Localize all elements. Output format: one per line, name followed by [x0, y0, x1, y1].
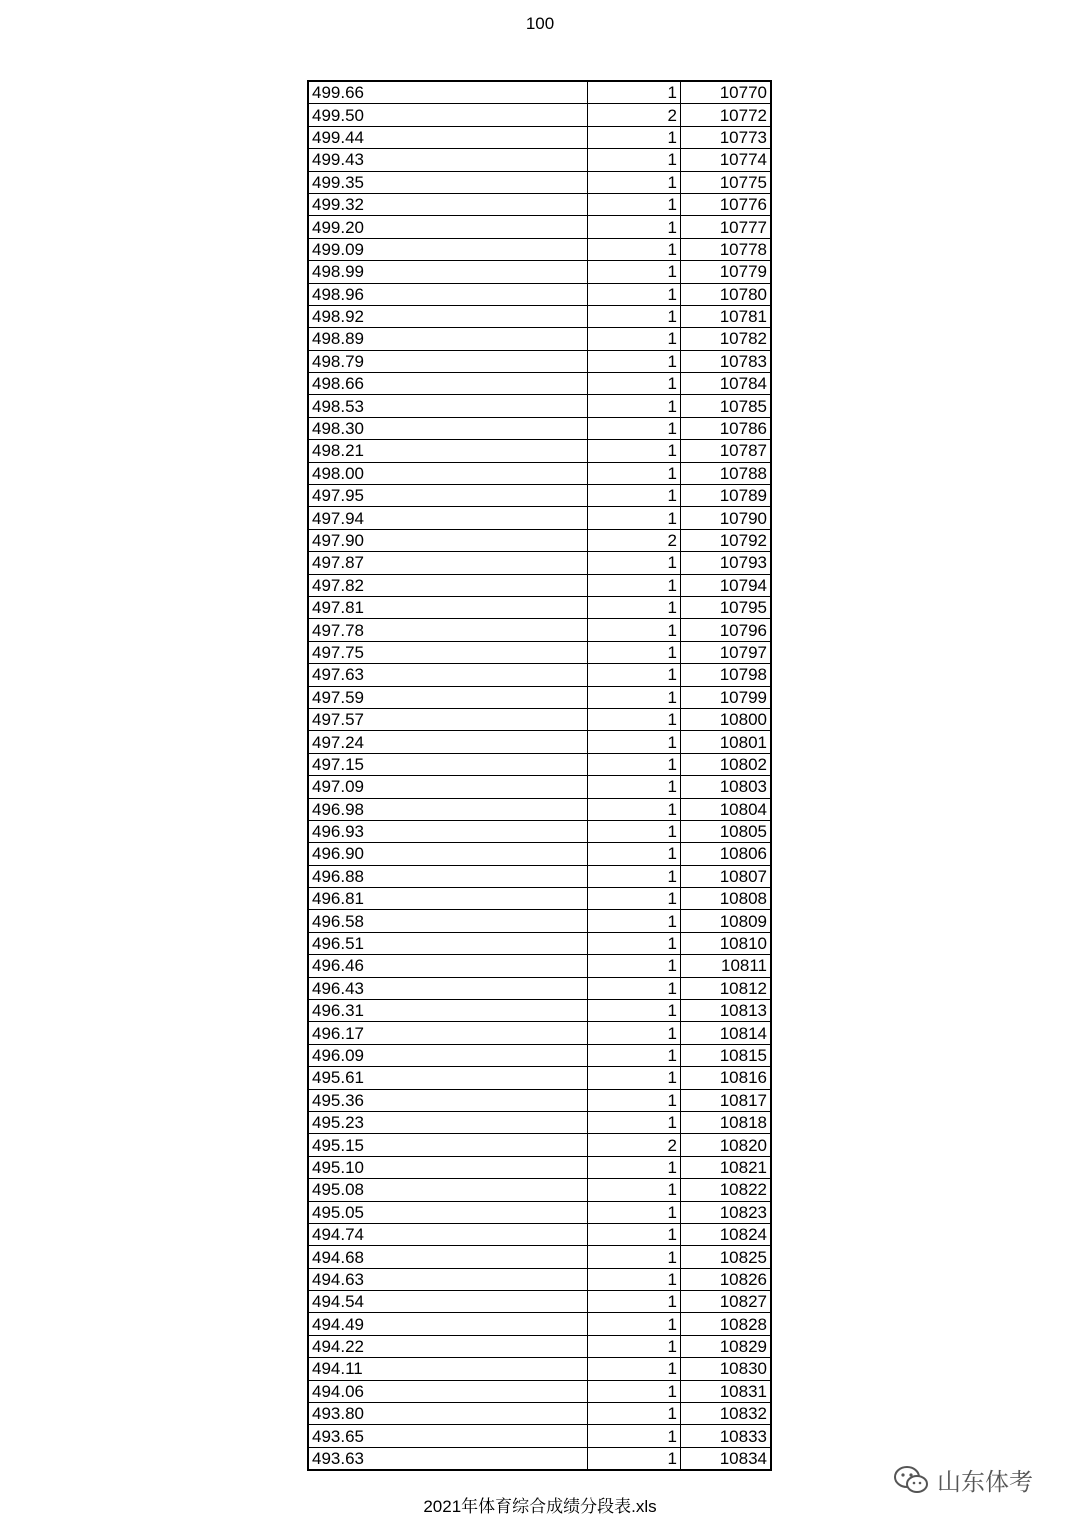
table-row	[308, 529, 771, 551]
cumulative-cell: 10822	[681, 1179, 772, 1201]
table-row	[308, 1380, 771, 1402]
cumulative-cell: 10830	[681, 1358, 772, 1380]
page-number: 100	[525, 14, 555, 33]
cumulative-cell: 10790	[681, 507, 772, 529]
score-cell: 497.90	[308, 529, 588, 551]
score-cell: 495.15	[308, 1134, 588, 1156]
table-row	[308, 574, 771, 596]
count-cell: 1	[588, 843, 681, 865]
score-cell: 499.09	[308, 238, 588, 260]
cumulative-cell: 10772	[681, 104, 772, 126]
score-cell: 496.90	[308, 843, 588, 865]
score-cell: 496.58	[308, 910, 588, 932]
score-cell: 498.21	[308, 440, 588, 462]
score-cell: 496.88	[308, 865, 588, 887]
score-cell: 499.35	[308, 171, 588, 193]
count-cell: 1	[588, 485, 681, 507]
count-cell: 1	[588, 1358, 681, 1380]
table-row	[308, 328, 771, 350]
document-filename: 2021年体育综合成绩分段表.xls	[423, 1497, 657, 1516]
cumulative-cell: 10825	[681, 1246, 772, 1268]
score-cell: 497.59	[308, 686, 588, 708]
count-cell: 1	[588, 552, 681, 574]
cumulative-cell: 10831	[681, 1380, 772, 1402]
cumulative-cell: 10785	[681, 395, 772, 417]
count-cell: 1	[588, 328, 681, 350]
table-row	[308, 1425, 771, 1447]
score-cell: 496.31	[308, 1000, 588, 1022]
count-cell: 1	[588, 373, 681, 395]
cumulative-cell: 10807	[681, 865, 772, 887]
watermark-text: 山东体考	[937, 1469, 1033, 1496]
cumulative-cell: 10780	[681, 283, 772, 305]
cumulative-cell: 10812	[681, 977, 772, 999]
cumulative-cell: 10794	[681, 574, 772, 596]
cumulative-cell: 10797	[681, 641, 772, 663]
count-cell: 1	[588, 932, 681, 954]
count-cell: 1	[588, 1000, 681, 1022]
count-cell: 1	[588, 1246, 681, 1268]
cumulative-cell: 10826	[681, 1268, 772, 1290]
table-row	[308, 641, 771, 663]
score-cell: 497.82	[308, 574, 588, 596]
count-cell: 1	[588, 1223, 681, 1245]
cumulative-cell: 10828	[681, 1313, 772, 1335]
table-row	[308, 81, 771, 104]
cumulative-cell: 10777	[681, 216, 772, 238]
table-row	[308, 1022, 771, 1044]
count-cell: 1	[588, 910, 681, 932]
score-cell: 495.10	[308, 1156, 588, 1178]
table-row	[308, 686, 771, 708]
cumulative-cell: 10775	[681, 171, 772, 193]
cumulative-cell: 10779	[681, 261, 772, 283]
count-cell: 1	[588, 1313, 681, 1335]
table-row	[308, 552, 771, 574]
score-cell: 499.20	[308, 216, 588, 238]
count-cell: 2	[588, 104, 681, 126]
table-row	[308, 664, 771, 686]
score-cell: 498.00	[308, 462, 588, 484]
count-cell: 1	[588, 753, 681, 775]
score-cell: 498.79	[308, 350, 588, 372]
score-cell: 493.80	[308, 1403, 588, 1425]
count-cell: 1	[588, 193, 681, 215]
score-cell: 494.63	[308, 1268, 588, 1290]
cumulative-cell: 10813	[681, 1000, 772, 1022]
cumulative-cell: 10776	[681, 193, 772, 215]
cumulative-cell: 10792	[681, 529, 772, 551]
table-row	[308, 1201, 771, 1223]
cumulative-cell: 10804	[681, 798, 772, 820]
count-cell: 1	[588, 126, 681, 148]
cumulative-cell: 10806	[681, 843, 772, 865]
score-cell: 496.43	[308, 977, 588, 999]
table-row	[308, 1246, 771, 1268]
count-cell: 1	[588, 955, 681, 977]
cumulative-cell: 10795	[681, 596, 772, 618]
table-row	[308, 373, 771, 395]
count-cell: 1	[588, 350, 681, 372]
score-cell: 498.30	[308, 417, 588, 439]
table-row	[308, 1089, 771, 1111]
table-row	[308, 865, 771, 887]
score-cell: 495.05	[308, 1201, 588, 1223]
cumulative-cell: 10833	[681, 1425, 772, 1447]
cumulative-cell: 10827	[681, 1291, 772, 1313]
table-row	[308, 395, 771, 417]
table-row	[308, 238, 771, 260]
score-cell: 498.99	[308, 261, 588, 283]
score-cell: 497.81	[308, 596, 588, 618]
count-cell: 1	[588, 1179, 681, 1201]
table-row	[308, 910, 771, 932]
cumulative-cell: 10820	[681, 1134, 772, 1156]
score-cell: 498.96	[308, 283, 588, 305]
cumulative-cell: 10801	[681, 731, 772, 753]
table-row	[308, 1179, 771, 1201]
table-row	[308, 104, 771, 126]
score-cell: 499.32	[308, 193, 588, 215]
score-cell: 496.51	[308, 932, 588, 954]
score-cell: 494.49	[308, 1313, 588, 1335]
score-cell: 493.63	[308, 1447, 588, 1470]
cumulative-cell: 10816	[681, 1067, 772, 1089]
score-cell: 493.65	[308, 1425, 588, 1447]
score-cell: 495.08	[308, 1179, 588, 1201]
count-cell: 1	[588, 977, 681, 999]
table-row	[308, 1044, 771, 1066]
count-cell: 1	[588, 1447, 681, 1470]
score-cell: 495.23	[308, 1111, 588, 1133]
count-cell: 1	[588, 1111, 681, 1133]
table-row	[308, 888, 771, 910]
count-cell: 1	[588, 417, 681, 439]
cumulative-cell: 10786	[681, 417, 772, 439]
table-row	[308, 149, 771, 171]
table-row	[308, 596, 771, 618]
count-cell: 1	[588, 1380, 681, 1402]
count-cell: 1	[588, 1268, 681, 1290]
score-cell: 494.22	[308, 1335, 588, 1357]
table-row	[308, 753, 771, 775]
count-cell: 1	[588, 641, 681, 663]
count-cell: 1	[588, 1201, 681, 1223]
score-cell: 499.50	[308, 104, 588, 126]
count-cell: 1	[588, 305, 681, 327]
table-row	[308, 843, 771, 865]
cumulative-cell: 10789	[681, 485, 772, 507]
count-cell: 1	[588, 664, 681, 686]
cumulative-cell: 10781	[681, 305, 772, 327]
score-cell: 497.75	[308, 641, 588, 663]
cumulative-cell: 10798	[681, 664, 772, 686]
count-cell: 1	[588, 1335, 681, 1357]
count-cell: 1	[588, 776, 681, 798]
score-cell: 497.95	[308, 485, 588, 507]
cumulative-cell: 10796	[681, 619, 772, 641]
table-row	[308, 708, 771, 730]
cumulative-cell: 10809	[681, 910, 772, 932]
count-cell: 1	[588, 1291, 681, 1313]
score-cell: 497.63	[308, 664, 588, 686]
score-cell: 496.17	[308, 1022, 588, 1044]
table-row	[308, 1313, 771, 1335]
cumulative-cell: 10803	[681, 776, 772, 798]
count-cell: 1	[588, 395, 681, 417]
count-cell: 1	[588, 216, 681, 238]
count-cell: 1	[588, 462, 681, 484]
cumulative-cell: 10811	[681, 955, 772, 977]
cumulative-cell: 10834	[681, 1447, 772, 1470]
score-cell: 494.54	[308, 1291, 588, 1313]
count-cell: 1	[588, 1022, 681, 1044]
count-cell: 1	[588, 283, 681, 305]
cumulative-cell: 10800	[681, 708, 772, 730]
table-row	[308, 731, 771, 753]
score-cell: 497.78	[308, 619, 588, 641]
score-cell: 496.98	[308, 798, 588, 820]
table-row	[308, 1447, 771, 1470]
score-cell: 498.66	[308, 373, 588, 395]
table-row	[308, 955, 771, 977]
table-row	[308, 216, 771, 238]
count-cell: 1	[588, 507, 681, 529]
table-row	[308, 261, 771, 283]
table-row	[308, 507, 771, 529]
score-cell: 497.24	[308, 731, 588, 753]
table-row	[308, 305, 771, 327]
score-cell: 495.61	[308, 1067, 588, 1089]
count-cell: 1	[588, 596, 681, 618]
count-cell: 1	[588, 1067, 681, 1089]
score-cell: 497.15	[308, 753, 588, 775]
count-cell: 1	[588, 820, 681, 842]
score-cell: 499.66	[308, 81, 588, 104]
table-row	[308, 1000, 771, 1022]
score-cell: 496.93	[308, 820, 588, 842]
count-cell: 2	[588, 1134, 681, 1156]
count-cell: 1	[588, 686, 681, 708]
cumulative-cell: 10810	[681, 932, 772, 954]
table-row	[308, 1358, 771, 1380]
table-row	[308, 1403, 771, 1425]
count-cell: 1	[588, 440, 681, 462]
score-cell: 497.09	[308, 776, 588, 798]
count-cell: 1	[588, 1425, 681, 1447]
score-cell: 498.89	[308, 328, 588, 350]
count-cell: 1	[588, 731, 681, 753]
table-row	[308, 1067, 771, 1089]
cumulative-cell: 10778	[681, 238, 772, 260]
table-row	[308, 171, 771, 193]
cumulative-cell: 10829	[681, 1335, 772, 1357]
score-cell: 494.74	[308, 1223, 588, 1245]
score-cell: 499.43	[308, 149, 588, 171]
cumulative-cell: 10773	[681, 126, 772, 148]
cumulative-cell: 10824	[681, 1223, 772, 1245]
count-cell: 1	[588, 574, 681, 596]
count-cell: 1	[588, 619, 681, 641]
table-row	[308, 619, 771, 641]
score-cell: 494.06	[308, 1380, 588, 1402]
score-cell: 494.68	[308, 1246, 588, 1268]
count-cell: 1	[588, 238, 681, 260]
cumulative-cell: 10814	[681, 1022, 772, 1044]
score-distribution-table	[307, 80, 772, 1471]
count-cell: 1	[588, 888, 681, 910]
table-row	[308, 485, 771, 507]
score-cell: 499.44	[308, 126, 588, 148]
table-row	[308, 417, 771, 439]
table-row	[308, 820, 771, 842]
count-cell: 1	[588, 1403, 681, 1425]
wechat-icon	[893, 1465, 929, 1495]
table-row	[308, 1335, 771, 1357]
count-cell: 1	[588, 149, 681, 171]
score-cell: 494.11	[308, 1358, 588, 1380]
cumulative-cell: 10793	[681, 552, 772, 574]
table-row	[308, 776, 771, 798]
count-cell: 1	[588, 81, 681, 104]
table-row	[308, 1134, 771, 1156]
cumulative-cell: 10823	[681, 1201, 772, 1223]
count-cell: 1	[588, 1044, 681, 1066]
score-cell: 497.94	[308, 507, 588, 529]
score-cell: 496.46	[308, 955, 588, 977]
cumulative-cell: 10817	[681, 1089, 772, 1111]
cumulative-cell: 10821	[681, 1156, 772, 1178]
score-cell: 498.92	[308, 305, 588, 327]
cumulative-cell: 10832	[681, 1403, 772, 1425]
score-cell: 496.81	[308, 888, 588, 910]
cumulative-cell: 10815	[681, 1044, 772, 1066]
table-row	[308, 462, 771, 484]
table-row	[308, 932, 771, 954]
count-cell: 1	[588, 865, 681, 887]
score-cell: 495.36	[308, 1089, 588, 1111]
table-row	[308, 126, 771, 148]
cumulative-cell: 10788	[681, 462, 772, 484]
cumulative-cell: 10802	[681, 753, 772, 775]
table-row	[308, 1268, 771, 1290]
count-cell: 1	[588, 171, 681, 193]
count-cell: 1	[588, 261, 681, 283]
cumulative-cell: 10808	[681, 888, 772, 910]
cumulative-cell: 10784	[681, 373, 772, 395]
score-cell: 497.57	[308, 708, 588, 730]
count-cell: 1	[588, 708, 681, 730]
table-row	[308, 440, 771, 462]
table-row	[308, 350, 771, 372]
table-row	[308, 798, 771, 820]
count-cell: 1	[588, 1089, 681, 1111]
count-cell: 1	[588, 798, 681, 820]
table-row	[308, 1111, 771, 1133]
table-row	[308, 193, 771, 215]
table-row	[308, 1223, 771, 1245]
table-row	[308, 283, 771, 305]
cumulative-cell: 10818	[681, 1111, 772, 1133]
table-row	[308, 1291, 771, 1313]
cumulative-cell: 10805	[681, 820, 772, 842]
watermark	[893, 1462, 1033, 1497]
table-row	[308, 977, 771, 999]
cumulative-cell: 10770	[681, 81, 772, 104]
table-body	[308, 81, 771, 1470]
count-cell: 2	[588, 529, 681, 551]
cumulative-cell: 10783	[681, 350, 772, 372]
cumulative-cell: 10774	[681, 149, 772, 171]
score-cell: 496.09	[308, 1044, 588, 1066]
count-cell: 1	[588, 1156, 681, 1178]
cumulative-cell: 10782	[681, 328, 772, 350]
score-cell: 497.87	[308, 552, 588, 574]
cumulative-cell: 10787	[681, 440, 772, 462]
score-cell: 498.53	[308, 395, 588, 417]
cumulative-cell: 10799	[681, 686, 772, 708]
table-row	[308, 1156, 771, 1178]
